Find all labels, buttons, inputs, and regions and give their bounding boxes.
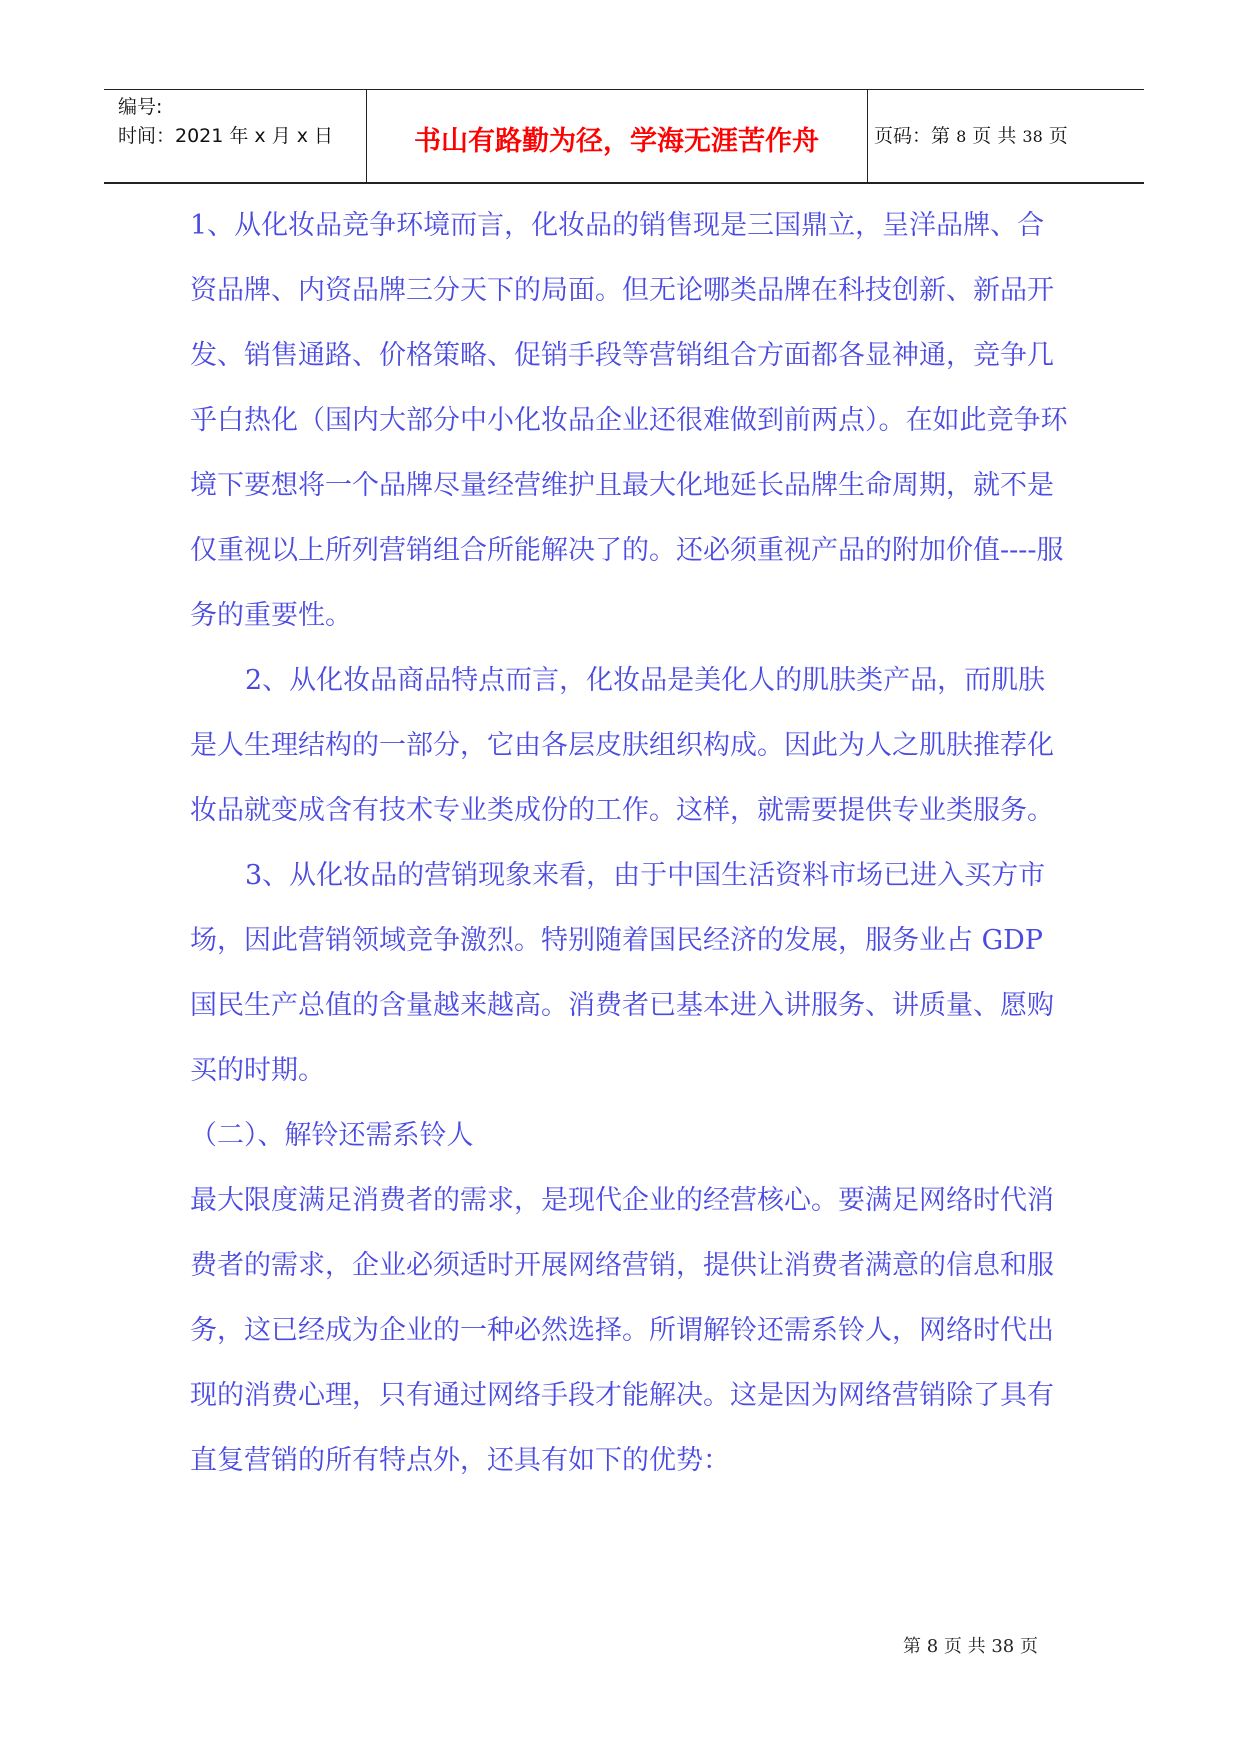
paragraph-1: 1、从化妆品竞争环境而言，化妆品的销售现是三国鼎立，呈洋品牌、合资品牌、内资品牌三分天下的局面。但无论哪类品牌在科技创新、新品开发、销售通路、价格策略、促销手段等营销组合方面都各显神通，竞争几乎白热化（国内大部分中小化妆品企业还很难做到前两点）。在如此竞争环境下要想将一个品牌尽量经营维护且最大化地延长品牌生命周期，就不是仅重视以上所列营销组合所能解决了的。还必须重视产品的附加价值----服务的重要性。 [190, 210, 1068, 631]
header-motto: 书山有路勤为径，学海无涯苦作舟 [414, 126, 819, 157]
page-header [104, 89, 1144, 183]
page-label-post: 页 [1048, 125, 1068, 147]
paragraph-4: 最大限度满足消费者的需求，是现代企业的经营核心。要满足网络时代消费者的需求，企业必须适时开展网络营销，提供让消费者满意的信息和服务，这已经成为企业的一种必然选择。所谓解铃还需系铃人，网络时代出现的消费心理，只有通过网络手段才能解决。这是因为网络营销除了具有直复营销的所有特点外，还具有如下的优势： [190, 1185, 1054, 1476]
paragraph-2: 2、从化妆品商品特点而言，化妆品是美化人的肌肤类产品，而肌肤是人生理结构的一部分，它由各层皮肤组织构成。因此为人之肌肤推荐化妆品就变成含有技术专业类成份的工作。这样，就需要提供专业类服务。 [190, 665, 1054, 826]
header-top-rule [104, 89, 1144, 90]
page-label-pre: 页码：第 [874, 125, 951, 147]
page-footer: 第 8 页 共 38 页 [903, 1636, 1038, 1657]
header-bottom-rule [104, 182, 1144, 184]
section-heading: （二）、解铃还需系铃人 [190, 1120, 474, 1151]
page-label-mid: 页 共 [972, 125, 1017, 147]
page-total: 38 [1022, 127, 1043, 146]
page-current: 8 [956, 127, 967, 146]
header-divider-right [867, 89, 868, 183]
header-divider-left [366, 89, 367, 183]
document-body [190, 193, 1070, 1493]
header-page-info [874, 121, 1068, 148]
number-label: 编号: [118, 96, 163, 118]
paragraph-3: 3、从化妆品的营销现象来看，由于中国生活资料市场已进入买方市场，因此营销领域竞争激烈。特别随着国民经济的发展，服务业占 GDP 国民生产总值的含量越来越高。消费者已基本进入讲服务、讲质量、愿购买的时期。 [190, 860, 1054, 1086]
header-meta [118, 93, 333, 151]
time-label: 时间：2021 年 x 月 x 日 [118, 125, 334, 147]
